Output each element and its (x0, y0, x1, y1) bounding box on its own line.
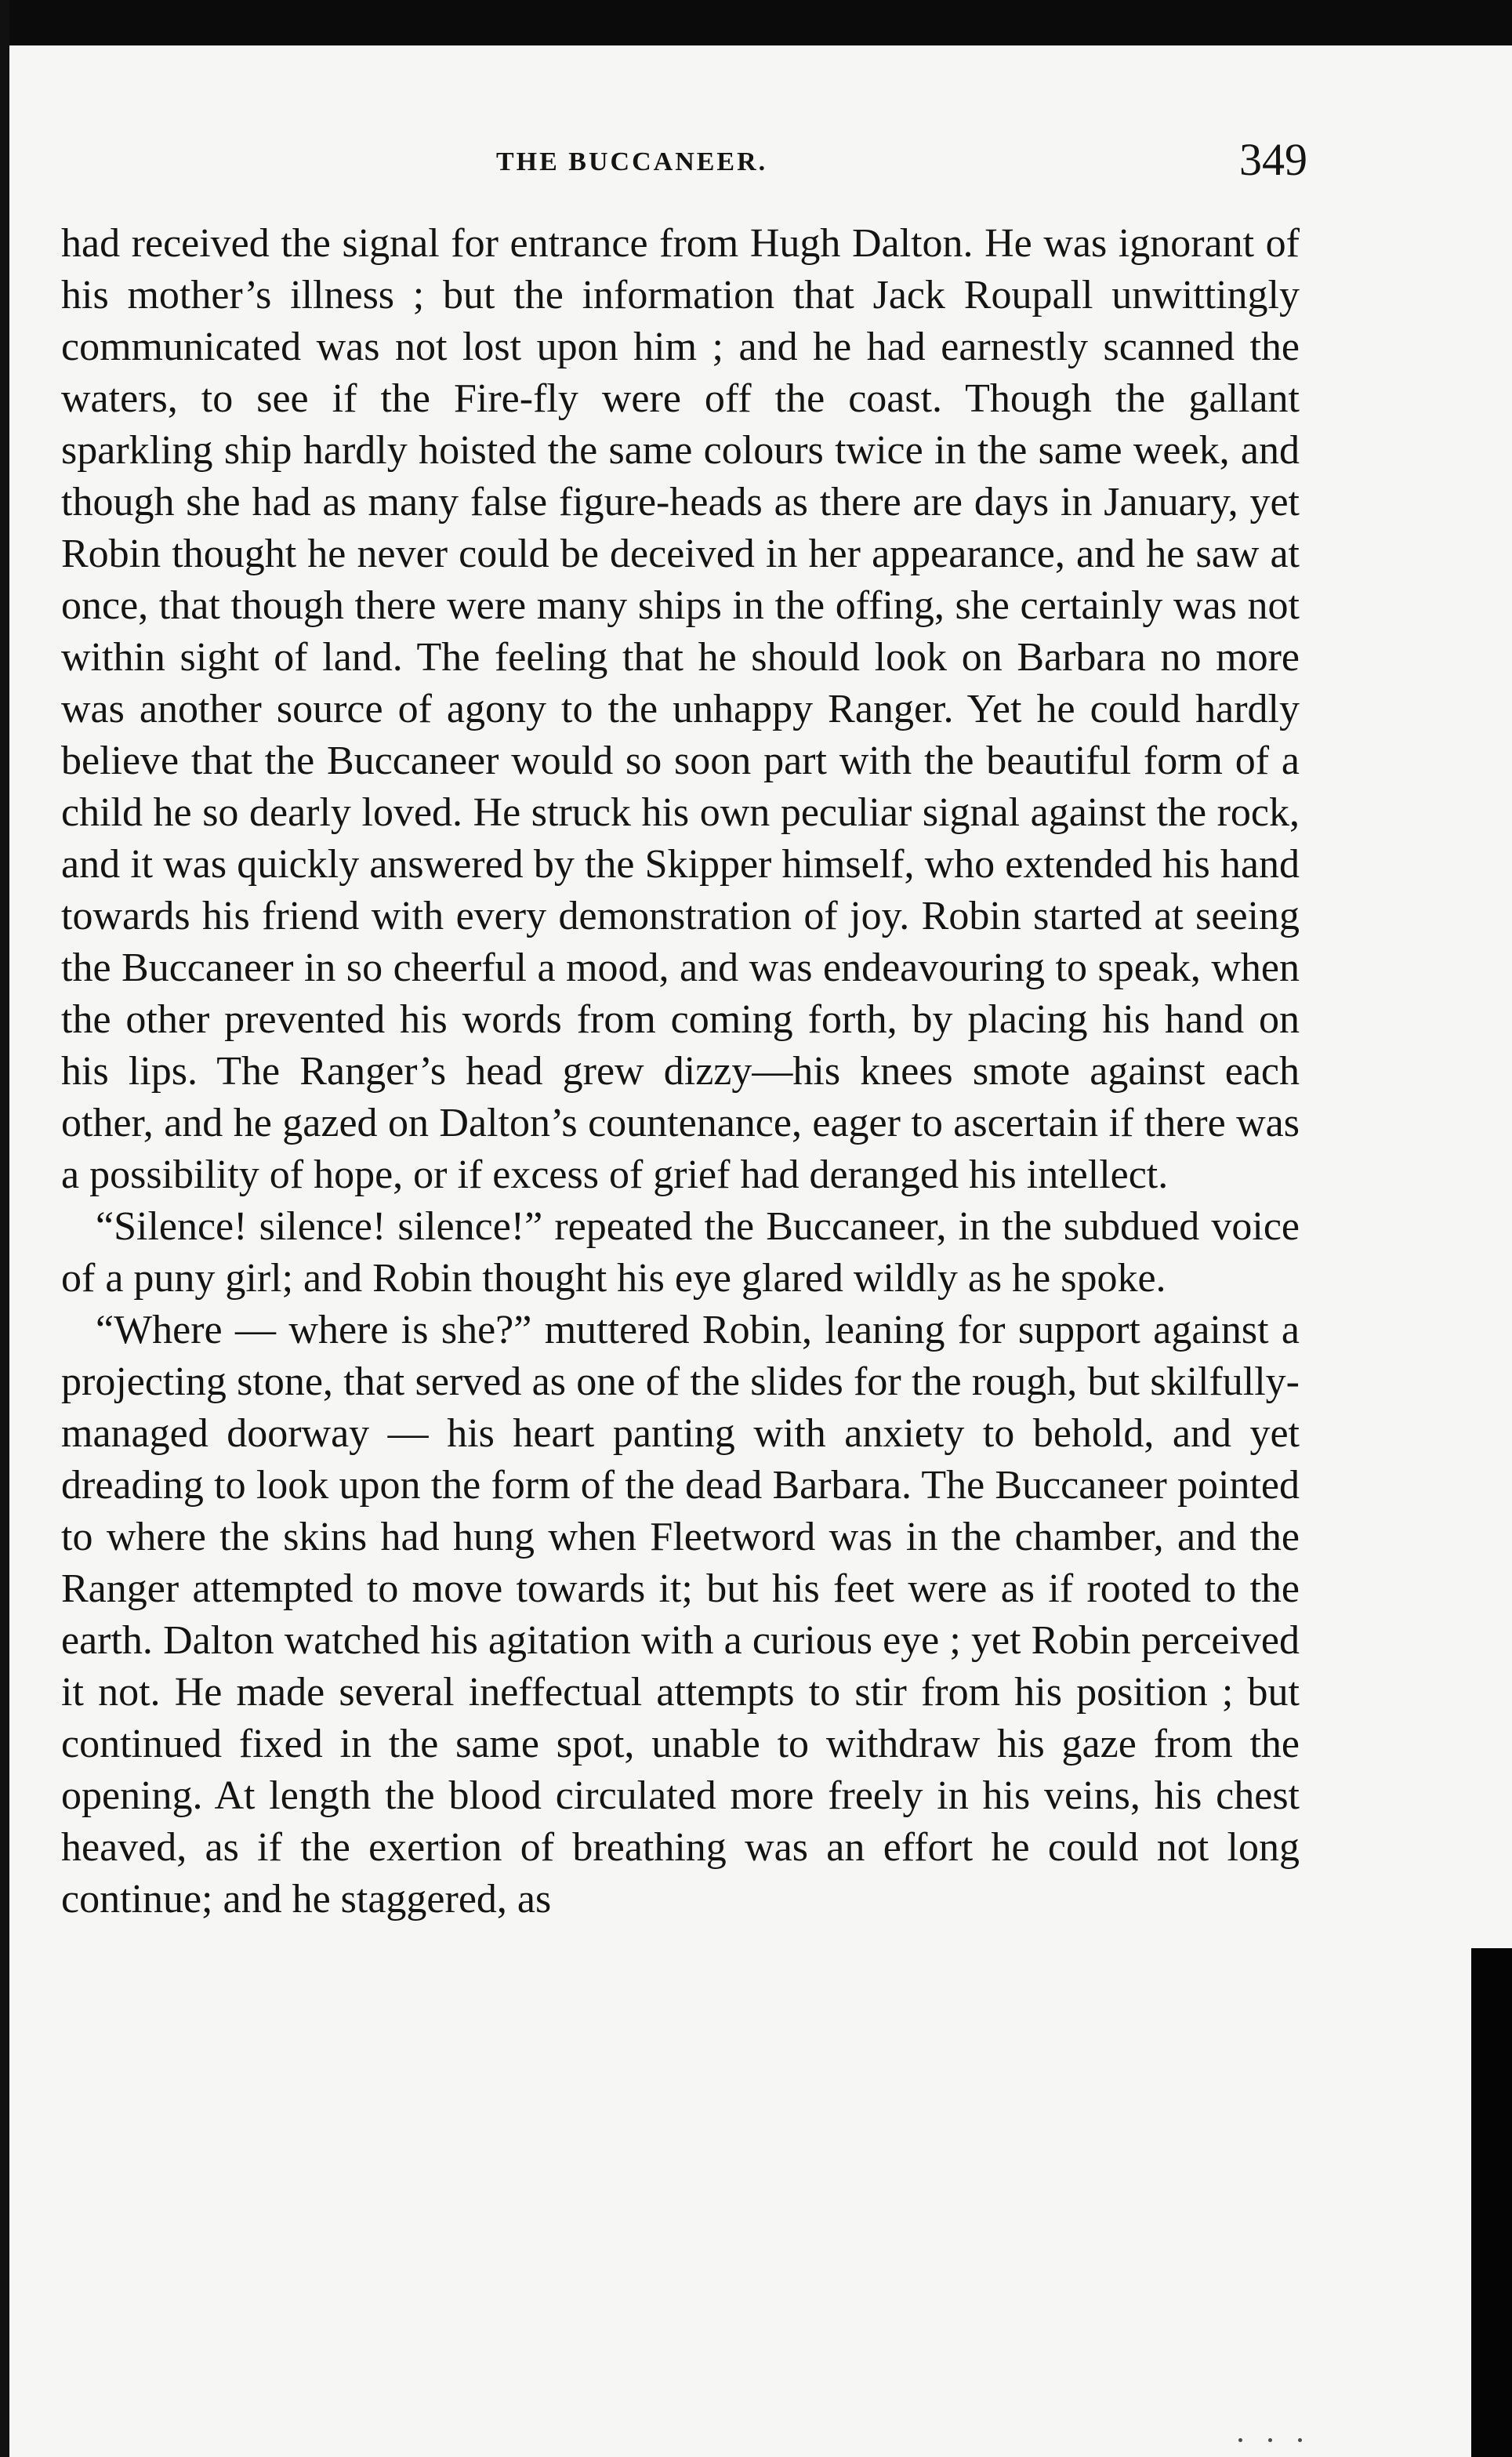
scan-left-border (0, 0, 9, 2457)
scan-top-border (0, 0, 1512, 45)
scan-marks (1238, 2430, 1364, 2437)
paragraph: “Where — where is she?” muttered Robin, leaning for support against a projecting stone, that served as one of the slides for the rough, but skilfully-managed doorway — his heart panting with anxiety to behold, and yet dreading to look upon the form of the dead Barbara. The Buccaneer pointed to where the skins had hung when Fleetword was in the chamber, and the Ranger attempted to move towards it; but his feet were as if rooted to the earth. Dalton watched his agitation with a curious eye ; yet Robin perceived it not. He made several ineffectual attempts to stir from his position ; but continued fixed in the same spot, unable to withdraw his gaze from the opening. At length the blood circulated more freely in his veins, his chest heaved, as if the exertion of breathing was an effort he could not long continue; and he staggered, as (61, 1308, 1300, 1922)
body-text (61, 218, 1300, 1925)
running-head (61, 133, 1307, 196)
page-number: 349 (1239, 134, 1307, 185)
scan-right-strip (1471, 1948, 1512, 2457)
running-title: THE BUCCANEER. (496, 147, 768, 176)
book-page (61, 133, 1315, 2446)
scan-dot (1238, 2438, 1242, 2442)
paragraph: “Silence! silence! silence!” repeated the Buccaneer, in the subdued voice of a puny girl; and Robin thought his eye glared wildly as he spoke. (61, 1204, 1300, 1301)
paragraph: had received the signal for entrance from Hugh Dalton. He was ignorant of his mother’s illness ; but the information that Jack Roupall unwittingly communicated was not lost upon him ; and he had earnestly scanned the waters, to see if the Fire-fly were off the coast. Though the gallant sparkling ship hardly hoisted the same colours twice in the same week, and though she had as many false figure-heads as there are days in January, yet Robin thought he never could be deceived in her appearance, and he saw at once, that though there were many ships in the offing, she certainly was not within sight of land. The feeling that he should look on Barbara no more was another source of agony to the unhappy Ranger. Yet he could hardly believe that the Buccaneer would so soon part with the beautiful form of a child he so dearly loved. He struck his own peculiar signal against the rock, and it was quickly answered by the Skipper himself, who extended his hand towards his friend with every demonstration of joy. Robin started at seeing the Buccaneer in so cheerful a mood, and was endeavouring to speak, when the other prevented his words from coming forth, by placing his hand on his lips. The Ranger’s head grew dizzy—his knees smote against each other, and he gazed on Dalton’s countenance, eager to ascertain if there was a possibility of hope, or if excess of grief had deranged his intellect. (61, 221, 1300, 1197)
